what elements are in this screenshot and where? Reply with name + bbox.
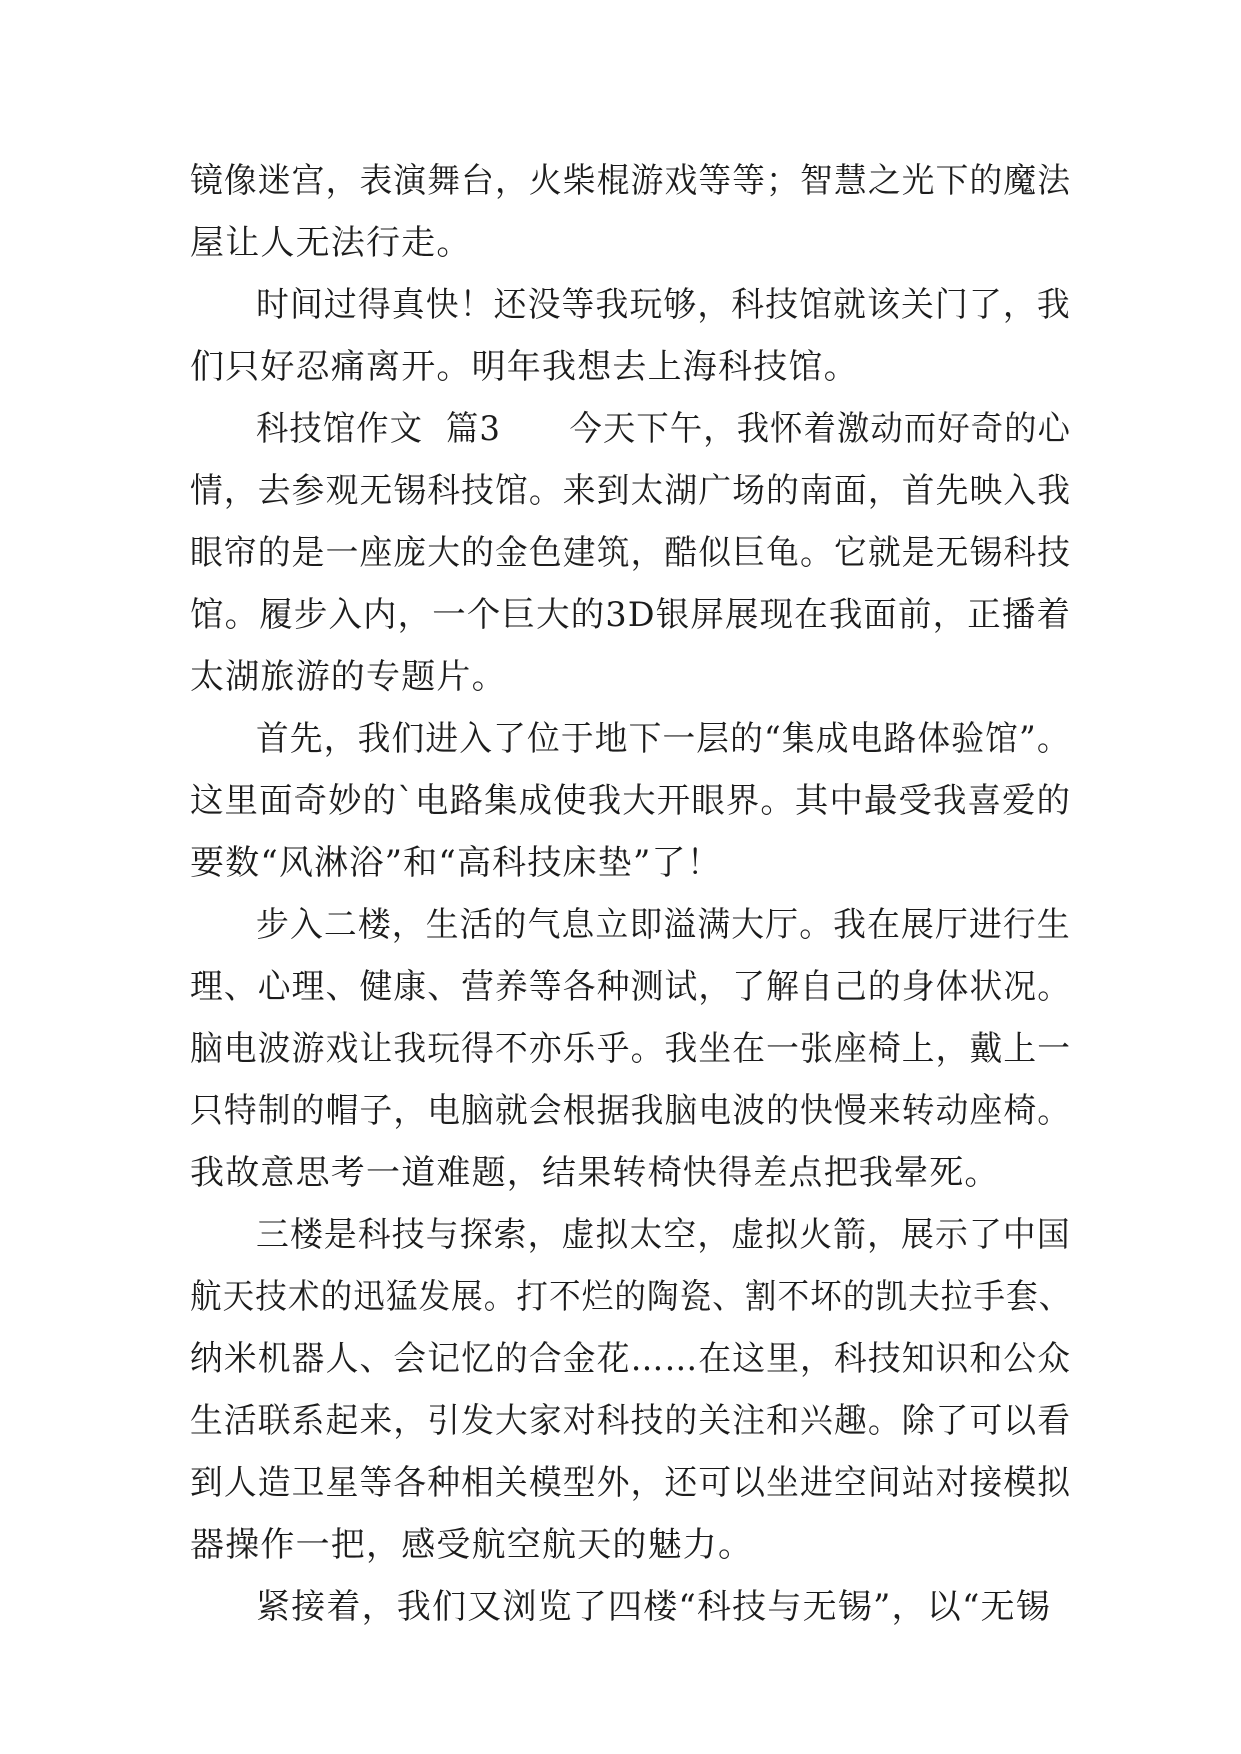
text-line: 太湖旅游的专题片。: [190, 657, 507, 697]
paragraph-start-line: 步入二楼，生活的气息立即溢满大厅。我在展厅进行生: [256, 905, 1071, 945]
text-line: 到人造卫星等各种相关模型外，还可以坐进空间站对接模拟: [190, 1463, 1072, 1503]
paragraph-start-line: 紧接着，我们又浏览了四楼“科技与无锡”，以“无锡: [256, 1587, 1051, 1627]
text-line: 脑电波游戏让我玩得不亦乐乎。我坐在一张座椅上，戴上一: [190, 1029, 1072, 1069]
text-line: 情，去参观无锡科技馆。来到太湖广场的南面，首先映入我: [190, 471, 1072, 511]
text-line: 这里面奇妙的`电路集成使我大开眼界。其中最受我喜爱的: [190, 781, 1072, 821]
text-line: 器操作一把，感受航空航天的魅力。: [190, 1525, 754, 1565]
text-line: 们只好忍痛离开。明年我想去上海科技馆。: [190, 347, 859, 387]
section-heading-line: 科技馆作文 篇3 今天下午，我怀着激动而好奇的心: [256, 409, 1072, 449]
text-line: 只特制的帽子，电脑就会根据我脑电波的快慢来转动座椅。: [190, 1091, 1072, 1131]
text-line: 要数“风淋浴”和“高科技床垫”了！: [190, 843, 722, 883]
text-line: 生活联系起来，引发大家对科技的关注和兴趣。除了可以看: [190, 1401, 1072, 1441]
text-line: 眼帘的是一座庞大的金色建筑，酷似巨龟。它就是无锡科技: [190, 533, 1072, 573]
text-line: 航天技术的迅猛发展。打不烂的陶瓷、割不坏的凯夫拉手套、: [190, 1277, 1072, 1317]
text-line: 理、心理、健康、营养等各种测试，了解自己的身体状况。: [190, 967, 1072, 1007]
text-line: 镜像迷宫，表演舞台，火柴棍游戏等等；智慧之光下的魔法: [190, 161, 1072, 201]
paragraph-start-line: 首先，我们进入了位于地下一层的“集成电路体验馆”。: [256, 719, 1071, 759]
paragraph-start-line: 三楼是科技与探索，虚拟太空，虚拟火箭，展示了中国: [256, 1215, 1071, 1255]
text-line: 屋让人无法行走。: [190, 223, 472, 263]
paragraph-start-line: 时间过得真快！还没等我玩够，科技馆就该关门了，我: [256, 285, 1071, 325]
text-line: 馆。履步入内，一个巨大的3D银屏展现在我面前，正播着: [190, 595, 1072, 635]
text-line: 纳米机器人、会记忆的合金花……在这里，科技知识和公众: [190, 1339, 1072, 1379]
text-line: 我故意思考一道难题，结果转椅快得差点把我晕死。: [190, 1153, 1000, 1193]
